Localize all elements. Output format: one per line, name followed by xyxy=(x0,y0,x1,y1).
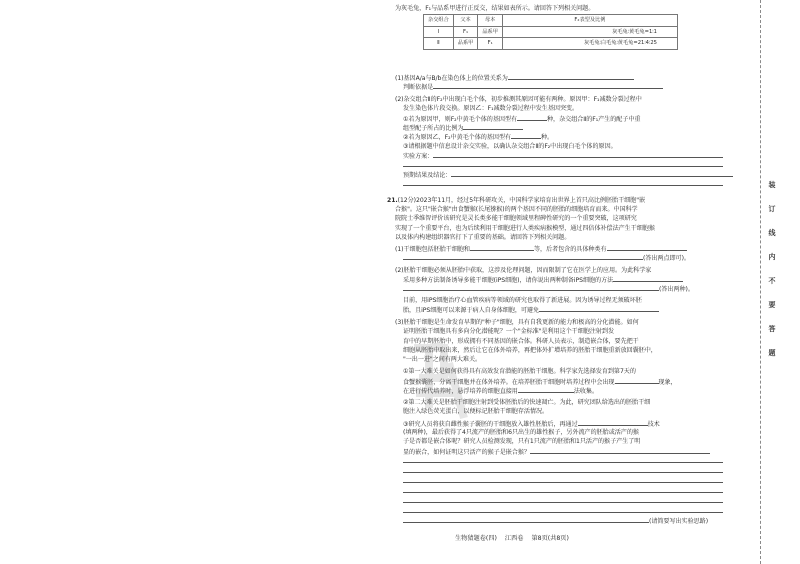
cross-result-table xyxy=(423,14,678,50)
question-21-line: 21.(12分)2023年11月，经过5年科研攻关，中国科学家培育出世界上首只高比例胚胎干细胞"嵌 xyxy=(387,197,645,204)
answer-blank[interactable] xyxy=(403,466,723,473)
binding-line xyxy=(760,0,761,564)
answer-blank[interactable] xyxy=(403,253,643,260)
table-cell: Ⅰ xyxy=(424,26,454,38)
answer-blank[interactable] xyxy=(517,114,547,121)
answer-blank[interactable] xyxy=(508,73,634,80)
question-2-line: ③请根据题中信息设计杂交实验，以确认杂交组合Ⅱ的F₂中出现白毛个体的原因。 xyxy=(403,143,617,150)
table-cell: 灰毛兔∶白毛兔∶黄毛兔=21∶4∶25 xyxy=(502,38,677,50)
answer-blank[interactable] xyxy=(403,456,723,463)
question-21-3-line: 在进行传代培养时，悬浮培养的细胞直接用 法收集。 xyxy=(403,388,599,395)
answer-blank[interactable] xyxy=(530,447,710,454)
answer-blank[interactable] xyxy=(518,386,574,393)
watermark-logo xyxy=(404,338,474,428)
question-21-3-line: (请简要写出实验思路) xyxy=(403,516,708,526)
table-row xyxy=(424,38,678,50)
answer-blank[interactable] xyxy=(607,244,687,251)
question-21-3-line xyxy=(403,456,723,466)
question-21-3-line: (填两种)，最后获得了4只流产的胚胎和6只出生的雄性猴子，另外流产的胚胎或活产的猴 xyxy=(403,429,639,436)
binding-notice-char: 订 xyxy=(768,205,776,213)
answer-blank[interactable] xyxy=(539,305,659,312)
question-21-3-line: 子是否都是嵌合体呢？研究人员检测发现，只有1只流产的胚胎和1只活产的猴子产生了明 xyxy=(403,438,641,445)
exam-page xyxy=(387,0,745,564)
table-header-cell: 母本 xyxy=(478,15,503,27)
answer-blank[interactable] xyxy=(451,170,733,177)
question-number: 21. xyxy=(387,197,398,204)
question-21-3-line xyxy=(403,466,723,476)
question-21-3-line: 显的嵌合，如何证明这只活产的猴子是嵌合猴？ xyxy=(403,447,710,457)
question-2-line: (2)杂交组合Ⅱ的F₂中出现白毛个体，初步推测其原因可能有两种。原因甲：F₁减数分裂过程中 xyxy=(395,96,642,103)
question-21-3-line: 胞注入绿色荧光蛋白，以便标记胚胎干细胞存活情况。 xyxy=(403,408,549,415)
question-21-3-line: ③研究人员将获自雌性猴子囊胚的干细胞放入雄性胚胎后，再通过 技术 xyxy=(403,421,660,428)
binding-notice-char: 要 xyxy=(768,301,776,309)
binding-notice-char: 内 xyxy=(768,253,776,261)
table-cell: 灰毛兔∶黄毛兔=1∶1 xyxy=(502,26,677,38)
question-21-3-line: 育中的早期胚胎中，形成拥有不同基因的嵌合体。科研人员表示，制造嵌合体，要先把干 xyxy=(403,338,639,345)
intro-line: 为灰毛兔，F₁与品系甲进行正反交，结果如表所示。请回答下列相关问题。 xyxy=(395,5,595,12)
question-1-line: (1)基因A/a与B/b在染色体上的位置关系为 xyxy=(395,73,634,83)
answer-blank[interactable] xyxy=(403,160,723,167)
table-cell: Ⅱ xyxy=(424,38,454,50)
question-2-line: ①若为原因甲，则F₂中黄毛个体的基因型有 种，杂交组合Ⅱ的F₁产生的配子中重 xyxy=(403,116,641,123)
page-footer xyxy=(455,534,575,543)
question-21-line: 以及体内构建组织器官打下了重要的基础。请回答下列相关问题。 xyxy=(395,234,571,241)
answer-blank[interactable] xyxy=(403,506,723,513)
question-21-3-line: "一出一进"之间有两大难关。 xyxy=(403,356,482,363)
table-cell: F₁ xyxy=(453,26,478,38)
question-2-line xyxy=(403,160,723,170)
question-21-3-line: ②第二大难关是胚胎干细胞注射到受体胚胎后的快速凋亡。为此，研究团队给选出的胚胎干细 xyxy=(403,399,651,406)
question-2-line: 实验方案： xyxy=(403,151,723,161)
question-1-line: 判断依据是 xyxy=(403,82,663,92)
question-21-3-line xyxy=(403,496,723,506)
question-2-line: 组型配子所占的比例为 xyxy=(403,123,523,133)
answer-blank[interactable] xyxy=(403,486,723,493)
question-21-line: 合猴"。这只"嵌合猴"由食蟹猴(长尾猕猴)的两个基因不同的胚胎的细胞培育而来。中国科学 xyxy=(395,206,638,213)
question-21-line: 实现了一个重要平台，也为后续利用干细胞进行人类疾病猴模型，通过四倍体补偿法产生干细胞猴 xyxy=(395,225,655,232)
question-2-line: ②若为原因乙，F₂中黄毛个体的基因型有 种。 xyxy=(403,134,554,141)
question-21-3-line xyxy=(403,476,723,486)
table-header-cell: 父本 xyxy=(453,15,478,27)
question-21-2-line: (2)胚胎干细胞必须从胚胎中获取，这涉及伦理问题，因而限制了它在医学上的应用。为此科学家 xyxy=(395,267,652,274)
table-cell: F₁ xyxy=(478,38,503,50)
question-21-2-line: 胎，且iPS细胞可以来源于病人自身体细胞，可避免 xyxy=(403,305,659,315)
left-blank-margin xyxy=(0,0,395,564)
table-header-row xyxy=(424,15,678,27)
question-21-1-line: (1)干细胞包括胚胎干细胞和 等，后者包含的具体种类有 xyxy=(395,244,687,254)
answer-blank[interactable] xyxy=(403,179,723,186)
answer-blank[interactable] xyxy=(511,132,541,139)
question-2-line: 预期结果及结论： xyxy=(403,170,733,180)
question-21-3-line: (3)胚胎干细胞是生命发育早期的"种子"细胞，具有自我更新的能力和极高的分化潜能。如何 xyxy=(395,319,639,326)
question-21-2-line: 目前，用iPS细胞治疗心血管疾病等领域的研究也取得了新进展。因为诱导过程无须破坏胚 xyxy=(403,297,642,304)
footer-page-number: 第8页(共8页) xyxy=(531,535,569,542)
table-header-cell: 杂交组合 xyxy=(424,15,454,27)
question-2-line: 发生染色体片段交换。原因乙：F₁减数分裂过程中发生基因突变。 xyxy=(403,105,579,112)
question-2-line xyxy=(403,179,723,189)
table-cell: 品系甲 xyxy=(453,38,478,50)
binding-notice-char: 题 xyxy=(768,349,776,357)
table-cell: 品系甲 xyxy=(478,26,503,38)
question-21-3-line xyxy=(403,506,723,516)
answer-blank[interactable] xyxy=(615,377,659,384)
question-21-3-line: 细胞从胚胎中取出来，然后让它在体外培养，再把体外扩增培养的胚胎干细胞重新放回囊胚中， xyxy=(403,347,657,354)
answer-blank[interactable] xyxy=(403,476,723,483)
answer-blank[interactable] xyxy=(403,284,659,291)
footer-title: 生物猜题卷(四) xyxy=(455,535,497,542)
question-21-2-line: (答出两种)。 xyxy=(403,284,694,294)
question-21-1-line: (答出两点即可)。 xyxy=(403,253,690,263)
answer-blank[interactable] xyxy=(403,496,723,503)
question-21-3-line: 食蟹猴囊胚，分离干细胞并在体外培养。在培养胚胎干细胞时培养过程中会出现 现象， xyxy=(403,379,677,386)
answer-blank[interactable] xyxy=(403,516,649,523)
question-21-2-line: 采用多种方法制备诱导多能干细胞(iPS细胞)，请你说出两种制备iPS细胞的方法 xyxy=(403,275,683,285)
binding-notice-char: 答 xyxy=(768,325,776,333)
table-row xyxy=(424,26,678,38)
answer-blank[interactable] xyxy=(433,82,663,89)
answer-blank[interactable] xyxy=(433,151,723,158)
answer-blank[interactable] xyxy=(463,123,523,130)
question-21-3-line: ①第一大难关是如何获得具有高效发育潜能的胚胎干细胞。科学家先选择发育到第7天的 xyxy=(403,368,636,375)
binding-notice xyxy=(766,180,778,372)
question-21-3-line xyxy=(403,486,723,496)
binding-notice-char: 线 xyxy=(768,229,776,237)
answer-blank[interactable] xyxy=(578,419,648,426)
binding-notice-char: 不 xyxy=(768,277,776,285)
binding-notice-char: 装 xyxy=(768,181,776,189)
question-21-3-line: 证明胚胎干细胞具有多向分化潜能呢？一个"金标准"是利用这个干细胞注射到发 xyxy=(403,328,614,335)
answer-blank[interactable] xyxy=(470,244,534,251)
question-21-line: 院院士季维智评价该研究是灵长类多能干细胞领域里程碑性研究的一个重要突破，这项研究 xyxy=(395,215,637,222)
answer-blank[interactable] xyxy=(613,275,683,282)
footer-region: 江西卷 xyxy=(504,535,524,542)
table-header-cell: F₂表型及比例 xyxy=(502,15,677,27)
